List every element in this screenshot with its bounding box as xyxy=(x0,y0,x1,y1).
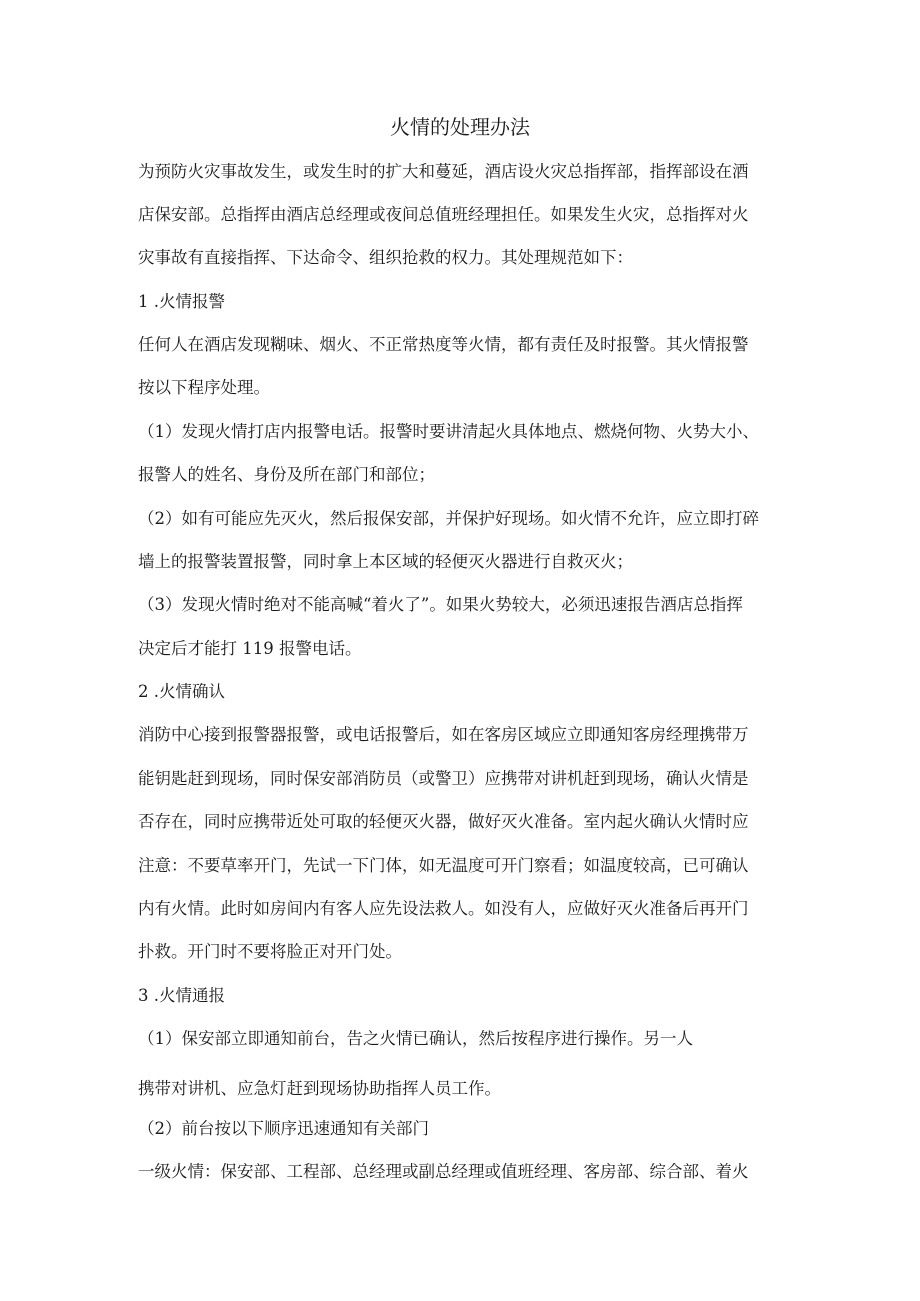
paragraph-line: 任何人在酒店发现糊味、烟火、不正常热度等火情，都有责任及时报警。其火情报警 xyxy=(138,335,749,354)
section-heading-3: 3 .火情通报 xyxy=(138,986,225,1005)
paragraph-line: （1）保安部立即通知前台，告之火情已确认，然后按程序进行操作。另一人 xyxy=(138,1029,693,1048)
paragraph-line: 按以下程序处理。 xyxy=(138,378,270,397)
paragraph-line: （1）发现火情打店内报警电话。报警时要讲清起火具体地点、燃烧何物、火势大小、 xyxy=(138,422,759,441)
paragraph-line: 消防中心接到报警器报警，或电话报警后，如在客房区域应立即通知客房经理携带万 xyxy=(138,725,749,744)
paragraph-line: （3）发现火情时绝对不能高喊“着火了”。如果火势较大，必须迅速报告酒店总指挥 xyxy=(138,595,743,614)
paragraph-line: 报警人的姓名、身份及所在部门和部位； xyxy=(138,465,435,484)
paragraph-line: 否存在，同时应携带近处可取的轻便灭火器，做好灭火准备。室内起火确认火情时应 xyxy=(138,812,749,831)
paragraph-line: 能钥匙赶到现场，同时保安部消防员（或警卫）应携带对讲机赶到现场，确认火情是 xyxy=(138,769,749,788)
paragraph-line: （2）前台按以下顺序迅速通知有关部门 xyxy=(138,1119,429,1138)
paragraph-line: 墙上的报警装置报警，同时拿上本区域的轻便灭火器进行自救灭火； xyxy=(138,552,633,571)
section-heading-2: 2 .火情确认 xyxy=(138,682,225,701)
paragraph-line: （2）如有可能应先灭火，然后报保安部，并保护好现场。如火情不允许，应立即打碎 xyxy=(138,509,759,528)
paragraph-line: 扑救。开门时不要将脸正对开门处。 xyxy=(138,942,402,961)
paragraph-line: 注意：不要草率开门，先试一下门体，如无温度可开门察看；如温度较高，已可确认 xyxy=(138,856,749,875)
paragraph-line: 一级火情：保安部、工程部、总经理或副总经理或值班经理、客房部、综合部、着火 xyxy=(138,1162,749,1181)
paragraph-line: 决定后才能打 119 报警电话。 xyxy=(138,639,362,658)
intro-line-3: 灾事故有直接指挥、下达命令、组织抢救的权力。其处理规范如下： xyxy=(138,248,633,267)
paragraph-line: 携带对讲机、应急灯赶到现场协助指挥人员工作。 xyxy=(138,1079,501,1098)
document-title: 火情的处理办法 xyxy=(390,115,530,139)
section-heading-1: 1 .火情报警 xyxy=(138,292,225,311)
intro-line-2: 店保安部。总指挥由酒店总经理或夜间总值班经理担任。如果发生火灾，总指挥对火 xyxy=(138,205,749,224)
intro-line-1: 为预防火灾事故发生，或发生时的扩大和蔓延，酒店设火灾总指挥部，指挥部设在酒 xyxy=(138,162,749,181)
paragraph-line: 内有火情。此时如房间内有客人应先设法救人。如没有人，应做好灭火准备后再开门 xyxy=(138,899,749,918)
